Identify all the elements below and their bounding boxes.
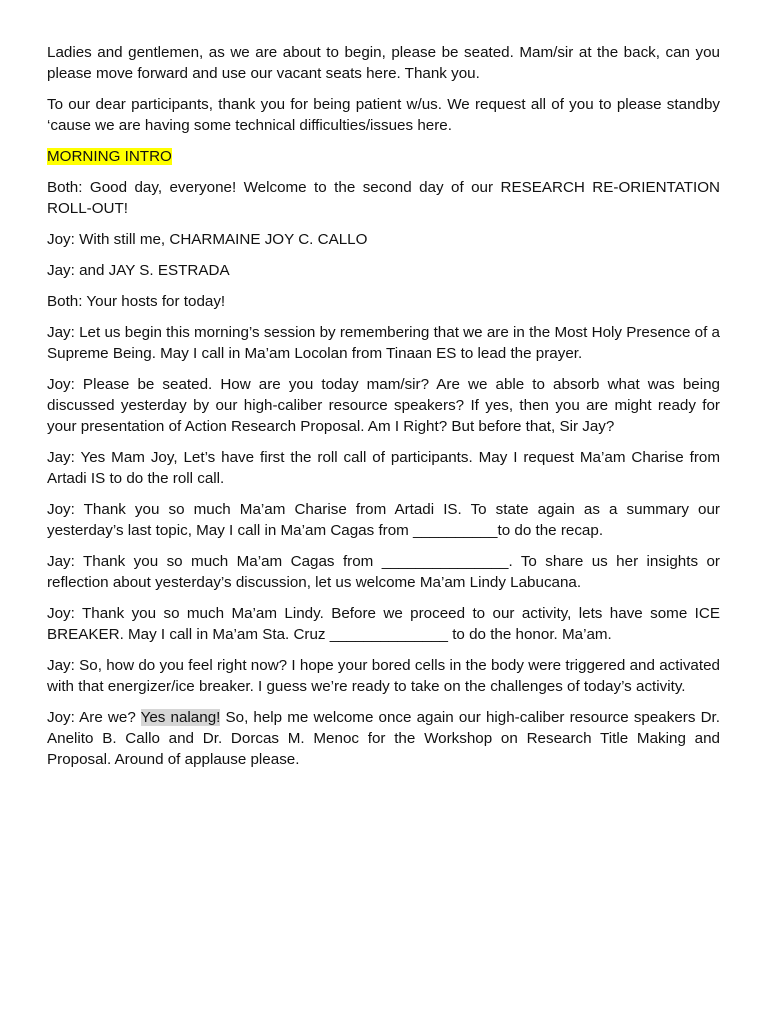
paragraph-challenges: Jay: So, how do you feel right now? I hope your bored cells in the body were triggered and activated with that energizer/ice breaker. I guess we’re ready to take on the challenges of today’s activity. [47,657,720,695]
paragraph-speakers [47,707,720,770]
paragraph-seating: Ladies and gentlemen, as we are about to begin, please be seated. Mam/sir at the back, can you please move forward and use our vacant seats here. Thank you. [47,44,720,82]
highlighted-phrase: Yes nalang! [140,709,221,726]
paragraph-presentation: Joy: Please be seated. How are you today mam/sir? Are we able to absorb what was being discussed yesterday by our high-caliber resource speakers? If yes, then you are might ready for your presentation of Action Research Proposal. Am I Right? But before that, Sir Jay? [47,376,720,435]
speakers-text-end: So, help me welcome once again our high-caliber resource speakers Dr. Anelito B. Callo and Dr. Dorcas M. Menoc for the Workshop on Research Title Making and Proposal. Around of applause please. [47,709,720,768]
paragraph-joy-intro: Joy: With still me, CHARMAINE JOY C. CALLO [47,231,368,248]
paragraph-jay-intro: Jay: and JAY S. ESTRADA [47,262,230,279]
paragraph-roll-call: Jay: Yes Mam Joy, Let’s have first the roll call of participants. May I request Ma’am Charise from Artadi IS to do the roll call. [47,449,720,487]
paragraph-reflection: Jay: Thank you so much Ma’am Cagas from _______________. To share us her insights or reflection about yesterday’s discussion, let us welcome Ma’am Lindy Labucana. [47,553,720,591]
morning-intro-heading: MORNING INTRO [47,148,172,165]
paragraph-standby: To our dear participants, thank you for being patient w/us. We request all of you to please standby ‘cause we are having some technical difficulties/issues here. [47,96,720,134]
paragraph-prayer: Jay: Let us begin this morning’s session by remembering that we are in the Most Holy Presence of a Supreme Being. May I call in Ma’am Locolan from Tinaan ES to lead the prayer. [47,324,720,362]
paragraph-welcome: Both: Good day, everyone! Welcome to the second day of our RESEARCH RE-ORIENTATION ROLL-OUT! [47,179,720,217]
paragraph-ice-breaker: Joy: Thank you so much Ma’am Lindy. Before we proceed to our activity, lets have some ICE BREAKER. May I call in Ma’am Sta. Cruz ______________ to do the honor. Ma’am. [47,605,720,643]
paragraph-recap: Joy: Thank you so much Ma’am Charise from Artadi IS. To state again as a summary our yesterday’s last topic, May I call in Ma’am Cagas from __________to do the recap. [47,501,720,539]
paragraph-hosts: Both: Your hosts for today! [47,293,226,310]
section-heading [47,146,720,167]
document-page [47,42,720,780]
speakers-text-start: Joy: Are we? [47,709,141,726]
